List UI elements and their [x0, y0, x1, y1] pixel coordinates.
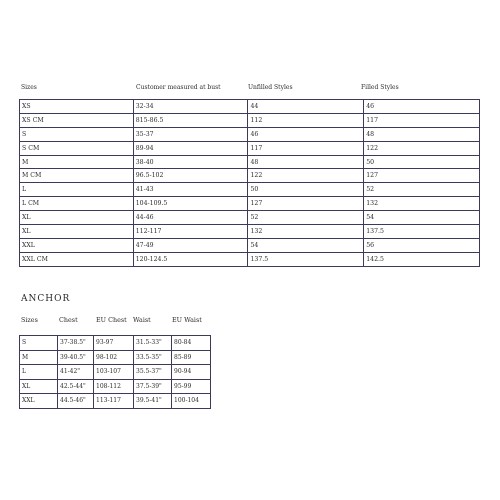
table-cell: 37-38.5" — [58, 336, 94, 351]
table-cell: XXL — [20, 394, 58, 409]
table-cell: 137.5 — [248, 252, 364, 266]
table-cell: XS CM — [20, 113, 134, 127]
header-sizes: Sizes — [21, 84, 37, 91]
table-cell: 44-46 — [133, 211, 248, 225]
table-row — [20, 155, 480, 169]
table-cell: L — [20, 365, 58, 380]
table-cell: XXL — [20, 238, 134, 252]
table-cell: XL — [20, 211, 134, 225]
table-cell: XL — [20, 225, 134, 239]
table-cell: 31.5-33" — [134, 336, 172, 351]
table-cell: 132 — [248, 225, 364, 239]
table-cell: 142.5 — [364, 252, 480, 266]
table-row — [20, 169, 480, 183]
table-row — [20, 127, 480, 141]
table-cell: 44 — [248, 100, 364, 114]
table-cell: 46 — [364, 100, 480, 114]
table-cell: M — [20, 350, 58, 365]
anchor-size-table — [19, 335, 211, 409]
table-cell: 48 — [364, 127, 480, 141]
table-cell: XL — [20, 379, 58, 394]
header-eu-waist: EU Waist — [172, 316, 202, 324]
anchor-title: ANCHOR — [21, 294, 71, 304]
table-cell: 85-89 — [172, 350, 211, 365]
table-row — [20, 365, 211, 380]
table-cell: 90-94 — [172, 365, 211, 380]
table-cell: 42.5-44" — [58, 379, 94, 394]
table-cell: 38-40 — [133, 155, 248, 169]
table-cell: XS — [20, 100, 134, 114]
table-cell: 50 — [364, 155, 480, 169]
table-row — [20, 183, 480, 197]
table-row — [20, 350, 211, 365]
table-cell: 41-43 — [133, 183, 248, 197]
size-table — [19, 99, 480, 267]
table-cell: L CM — [20, 197, 134, 211]
header-bust: Customer measured at bust — [136, 84, 221, 91]
table-cell: 137.5 — [364, 225, 480, 239]
table-cell: 50 — [248, 183, 364, 197]
table-cell: M CM — [20, 169, 134, 183]
table-row — [20, 211, 480, 225]
table-row — [20, 141, 480, 155]
table-row — [20, 197, 480, 211]
table-cell: 54 — [364, 211, 480, 225]
table-cell: 35-37 — [133, 127, 248, 141]
table-cell: 93-97 — [94, 336, 134, 351]
header-filled: Filled Styles — [361, 84, 399, 91]
table-row — [20, 336, 211, 351]
table-cell: 103-107 — [94, 365, 134, 380]
size-table-header — [21, 84, 481, 94]
table-cell: S — [20, 127, 134, 141]
table-cell: 117 — [364, 113, 480, 127]
table-cell: 112-117 — [133, 225, 248, 239]
table-cell: S CM — [20, 141, 134, 155]
table-cell: 104-109.5 — [133, 197, 248, 211]
table-cell: 100-104 — [172, 394, 211, 409]
table-cell: 95-99 — [172, 379, 211, 394]
table-cell: 41-42" — [58, 365, 94, 380]
table-cell: 39-40.5" — [58, 350, 94, 365]
table-cell: M — [20, 155, 134, 169]
table-cell: 80-84 — [172, 336, 211, 351]
table-cell: 47-49 — [133, 238, 248, 252]
table-cell: 52 — [248, 211, 364, 225]
table-row — [20, 252, 480, 266]
table-cell: L — [20, 183, 134, 197]
table-cell: XXL CM — [20, 252, 134, 266]
table-cell: 113-117 — [94, 394, 134, 409]
table-cell: 96.5-102 — [133, 169, 248, 183]
header-chest: Chest — [59, 316, 78, 324]
table-row — [20, 238, 480, 252]
header-eu-chest: EU Chest — [96, 316, 127, 324]
table-cell: 122 — [364, 141, 480, 155]
table-row — [20, 394, 211, 409]
table-cell: 46 — [248, 127, 364, 141]
table-cell: 122 — [248, 169, 364, 183]
table-cell: 33.5-35" — [134, 350, 172, 365]
table-cell: 132 — [364, 197, 480, 211]
table-cell: 815-86.5 — [133, 113, 248, 127]
table-cell: 108-112 — [94, 379, 134, 394]
table-cell: 39.5-41" — [134, 394, 172, 409]
table-cell: 56 — [364, 238, 480, 252]
table-cell: 32-34 — [133, 100, 248, 114]
table-cell: 44.5-46" — [58, 394, 94, 409]
table-row — [20, 225, 480, 239]
table-cell: 127 — [248, 197, 364, 211]
table-cell: 120-124.5 — [133, 252, 248, 266]
table-cell: 54 — [248, 238, 364, 252]
table-cell: 52 — [364, 183, 480, 197]
table-cell: 98-102 — [94, 350, 134, 365]
table-cell: 112 — [248, 113, 364, 127]
header-sizes: Sizes — [21, 316, 38, 324]
table-row — [20, 379, 211, 394]
table-cell: S — [20, 336, 58, 351]
table-cell: 37.5-39" — [134, 379, 172, 394]
table-cell: 35.5-37" — [134, 365, 172, 380]
header-waist: Waist — [133, 316, 151, 324]
table-cell: 117 — [248, 141, 364, 155]
table-row — [20, 113, 480, 127]
table-cell: 89-94 — [133, 141, 248, 155]
table-row — [20, 100, 480, 114]
anchor-table-header — [21, 316, 221, 326]
table-cell: 48 — [248, 155, 364, 169]
table-cell: 127 — [364, 169, 480, 183]
header-unfilled: Unfilled Styles — [248, 84, 293, 91]
